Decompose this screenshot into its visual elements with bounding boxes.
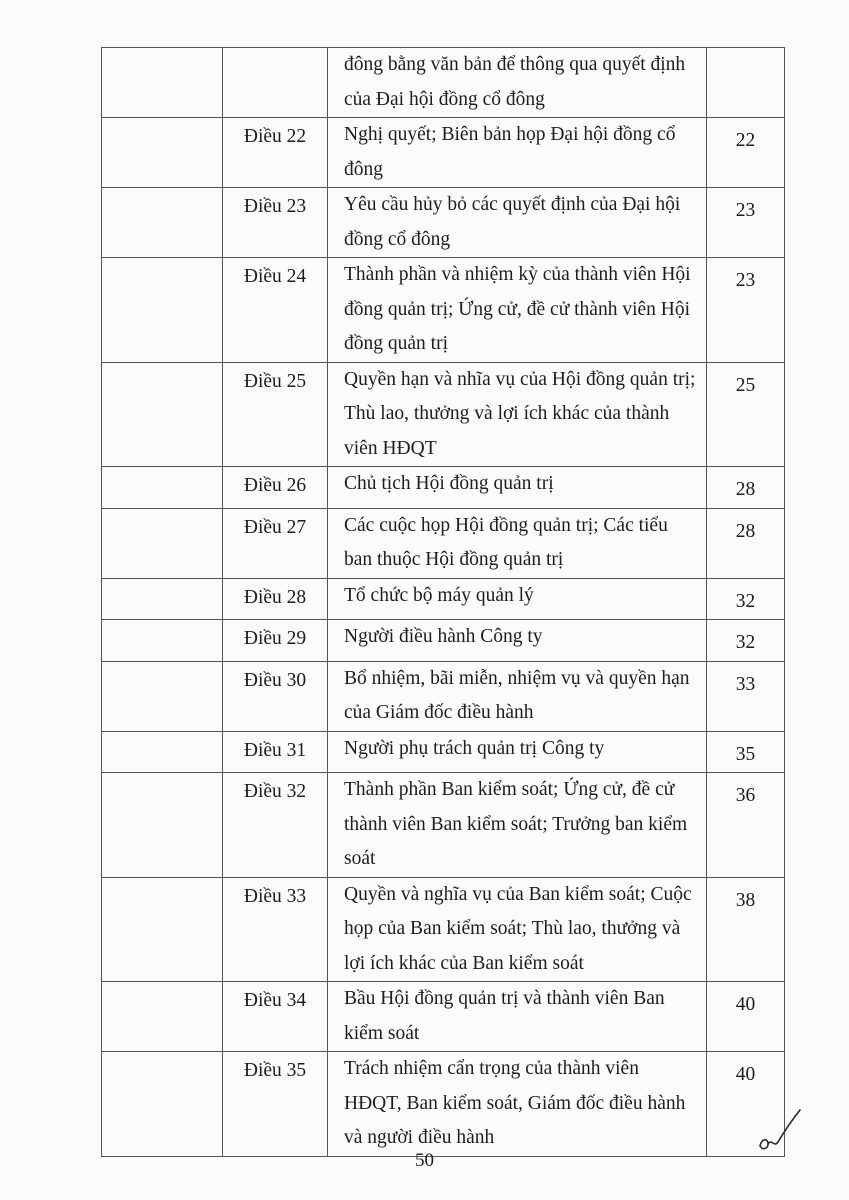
page-ref [707,48,785,118]
article-number: Điều 22 [223,118,328,188]
page-ref: 32 [707,620,785,662]
table-row [102,982,785,1052]
blank-cell [102,188,223,258]
article-title: Người điều hành Công ty [328,620,707,662]
blank-cell [102,508,223,578]
page-ref: 23 [707,258,785,363]
article-title: Thành phần Ban kiểm soát; Ứng cử, đề cử thành viên Ban kiểm soát; Trưởng ban kiểm soát [328,773,707,878]
table-row [102,877,785,982]
toc-body [102,48,785,1157]
page-ref: 33 [707,661,785,731]
table-row [102,731,785,773]
page-ref: 40 [707,982,785,1052]
article-number: Điều 25 [223,362,328,467]
blank-cell [102,578,223,620]
article-title: Bầu Hội đồng quản trị và thành viên Ban kiểm soát [328,982,707,1052]
article-title: Thành phần và nhiệm kỳ của thành viên Hội đồng quản trị; Ứng cử, đề cử thành viên Hội đồng quản trị [328,258,707,363]
page-ref: 22 [707,118,785,188]
article-number: Điều 28 [223,578,328,620]
article-title: Nghị quyết; Biên bản họp Đại hội đồng cổ đông [328,118,707,188]
article-title: Người phụ trách quản trị Công ty [328,731,707,773]
article-number: Điều 29 [223,620,328,662]
table-row [102,48,785,118]
article-number [223,48,328,118]
table-of-contents [101,47,785,1157]
article-number: Điều 35 [223,1052,328,1157]
page-number: 50 [415,1150,434,1171]
blank-cell [102,773,223,878]
blank-cell [102,467,223,509]
page-ref: 40 [707,1052,785,1157]
table-row [102,661,785,731]
blank-cell [102,1052,223,1157]
article-number: Điều 24 [223,258,328,363]
article-number: Điều 26 [223,467,328,509]
page-ref: 28 [707,508,785,578]
article-number: Điều 31 [223,731,328,773]
article-number: Điều 30 [223,661,328,731]
article-title: Quyền hạn và nhĩa vụ của Hội đồng quản trị; Thù lao, thưởng và lợi ích khác của thành viên HĐQT [328,362,707,467]
article-title: Tổ chức bộ máy quản lý [328,578,707,620]
blank-cell [102,877,223,982]
article-title: Các cuộc họp Hội đồng quản trị; Các tiểu ban thuộc Hội đồng quản trị [328,508,707,578]
page-ref: 35 [707,731,785,773]
article-title: Trách nhiệm cẩn trọng của thành viên HĐQT, Ban kiểm soát, Giám đốc điều hành và người điều hành [328,1052,707,1157]
blank-cell [102,48,223,118]
article-number: Điều 27 [223,508,328,578]
article-title: Yêu cầu hủy bỏ các quyết định của Đại hội đồng cổ đông [328,188,707,258]
article-title: Bổ nhiệm, bãi miễn, nhiệm vụ và quyền hạn của Giám đốc điều hành [328,661,707,731]
table-row [102,188,785,258]
blank-cell [102,258,223,363]
page-ref: 28 [707,467,785,509]
table-row [102,1052,785,1157]
blank-cell [102,731,223,773]
article-number: Điều 33 [223,877,328,982]
article-title: Chủ tịch Hội đồng quản trị [328,467,707,509]
table-row [102,467,785,509]
table-row [102,578,785,620]
page-ref: 25 [707,362,785,467]
table-row [102,258,785,363]
table-row [102,362,785,467]
article-number: Điều 23 [223,188,328,258]
article-title: Quyền và nghĩa vụ của Ban kiểm soát; Cuộc họp của Ban kiểm soát; Thù lao, thưởng và lợi ích khác của Ban kiểm soát [328,877,707,982]
table-row [102,773,785,878]
blank-cell [102,620,223,662]
page-ref: 23 [707,188,785,258]
article-number: Điều 32 [223,773,328,878]
table-row [102,118,785,188]
blank-cell [102,118,223,188]
blank-cell [102,661,223,731]
signature-mark [758,1108,802,1154]
article-title: đông bằng văn bản để thông qua quyết định của Đại hội đồng cổ đông [328,48,707,118]
table-row [102,620,785,662]
blank-cell [102,982,223,1052]
page-ref: 36 [707,773,785,878]
article-number: Điều 34 [223,982,328,1052]
page-ref: 32 [707,578,785,620]
page-ref: 38 [707,877,785,982]
blank-cell [102,362,223,467]
table-row [102,508,785,578]
